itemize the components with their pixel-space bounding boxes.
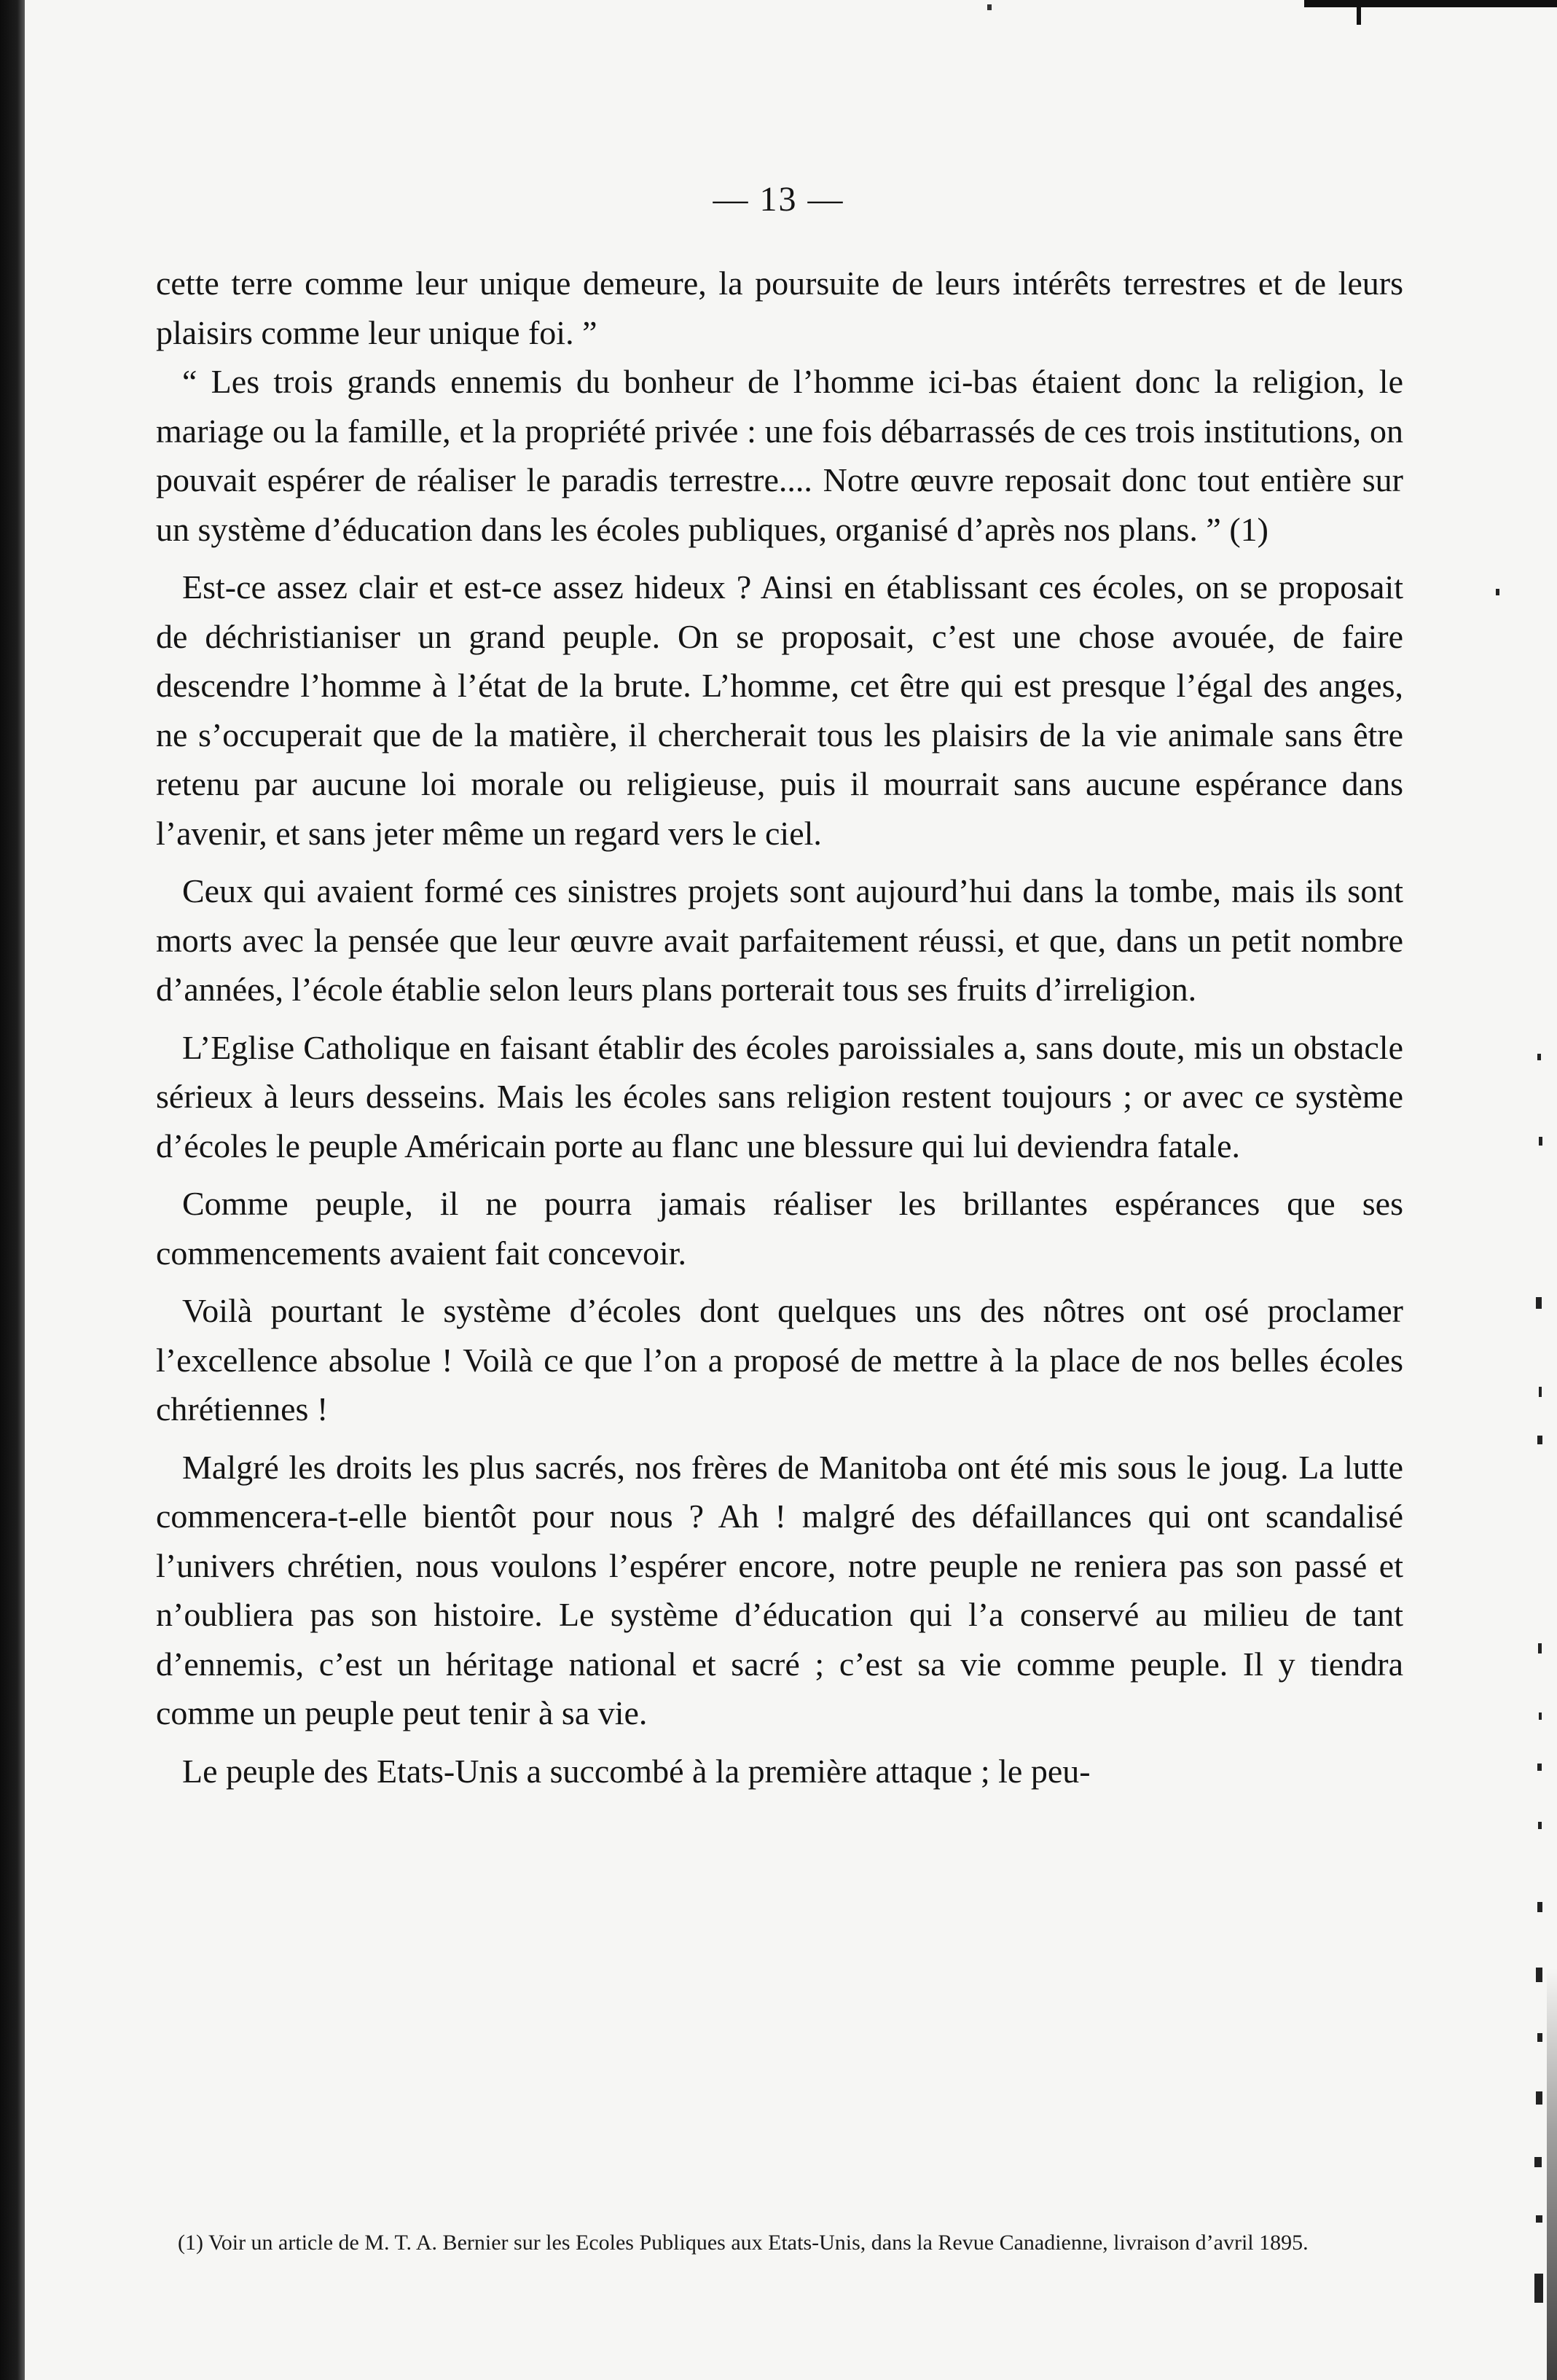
scan-artifact-speck [987,4,992,10]
scan-artifact-top-tick [1357,0,1361,25]
body-text [156,259,1403,1796]
footnote: (1) Voir un article de M. T. A. Bernier sur les Ecoles Publiques aux Etats-Unis, dans la Revue Canadienne, livraison d’avril 1895. [178,2231,1309,2255]
paragraph-continuation: cette terre comme leur unique demeure, la poursuite de leurs intérêts terrestres et de leurs plaisirs comme leur unique foi. ” [156,265,1403,351]
paragraph-quotation: “ Les trois grands ennemis du bonheur de l’homme ici-bas étaient donc la religion, le mariage ou la famille, et la propriété privée : une fois débarrassés de ces trois institutions, on pouvait espérer de réaliser le paradis terrestre.... Notre œuvre reposait donc tout entière sur un système d’éducation dans les écoles publiques, organisé d’après nos plans. ” (1) [156,363,1403,548]
scan-artifact-right-edge-shadow [1547,1968,1557,2380]
paragraph: Est-ce assez clair et est-ce assez hideux ? Ainsi en établissant ces écoles, on se proposait de déchristianiser un grand peuple. On se proposait, c’est une chose avouée, de faire descendre l’homme à l’état de la brute. L’homme, cet être qui est presque l’égal des anges, ne s’occuperait que de la matière, il chercherait tous les plaisirs de la vie animale sans être retenu par aucune loi morale ou religieuse, puis il mourrait sans aucune espérance dans l’avenir, et sans jeter même un regard vers le ciel. [156,568,1403,852]
paragraph: Malgré les droits les plus sacrés, nos frères de Manitoba ont été mis sous le joug. La lutte commencera-t-elle bientôt pour nous ? Ah ! malgré des défaillances qui ont scandalisé l’univers chrétien, nous voulons l’espérer encore, notre peuple ne reniera pas son passé et n’oubliera pas son histoire. Le système d’éducation qui l’a conservé au milieu de tant d’ennemis, c’est un héritage national et sacré ; c’est sa vie comme peuple. Il y tiendra comme un peuple peut tenir à sa vie. [156,1448,1403,1731]
page-number: — 13 — [713,180,844,219]
scan-artifact-top-rule [1304,0,1557,7]
paragraph: Ceux qui avaient formé ces sinistres projets sont aujourd’hui dans la tombe, mais ils sont morts avec la pensée que leur œuvre avait parfaitement réussi, et que, dans un petit nombre d’années, l’école établie selon leurs plans porterait tous ses fruits d’irreligion. [156,872,1403,1008]
paragraph: Comme peuple, il ne pourra jamais réaliser les brillantes espérances que ses commencements avaient fait concevoir. [156,1185,1403,1272]
paragraph: L’Eglise Catholique en faisant établir des écoles paroissiales a, sans doute, mis un obstacle sérieux à leurs desseins. Mais les écoles sans religion restent toujours ; or avec ce système d’écoles le peuple Américain porte au flanc une blessure qui lui deviendra fatale. [156,1028,1403,1164]
binding-edge-shadow [0,0,25,2380]
paragraph: Voilà pourtant le système d’écoles dont quelques uns des nôtres ont osé proclamer l’excellence absolue ! Voilà ce que l’on a proposé de mettre à la place de nos belles écoles chrétiennes ! [156,1292,1403,1428]
paragraph-continues: Le peuple des Etats-Unis a succombé à la première attaque ; le peu- [182,1752,1091,1790]
